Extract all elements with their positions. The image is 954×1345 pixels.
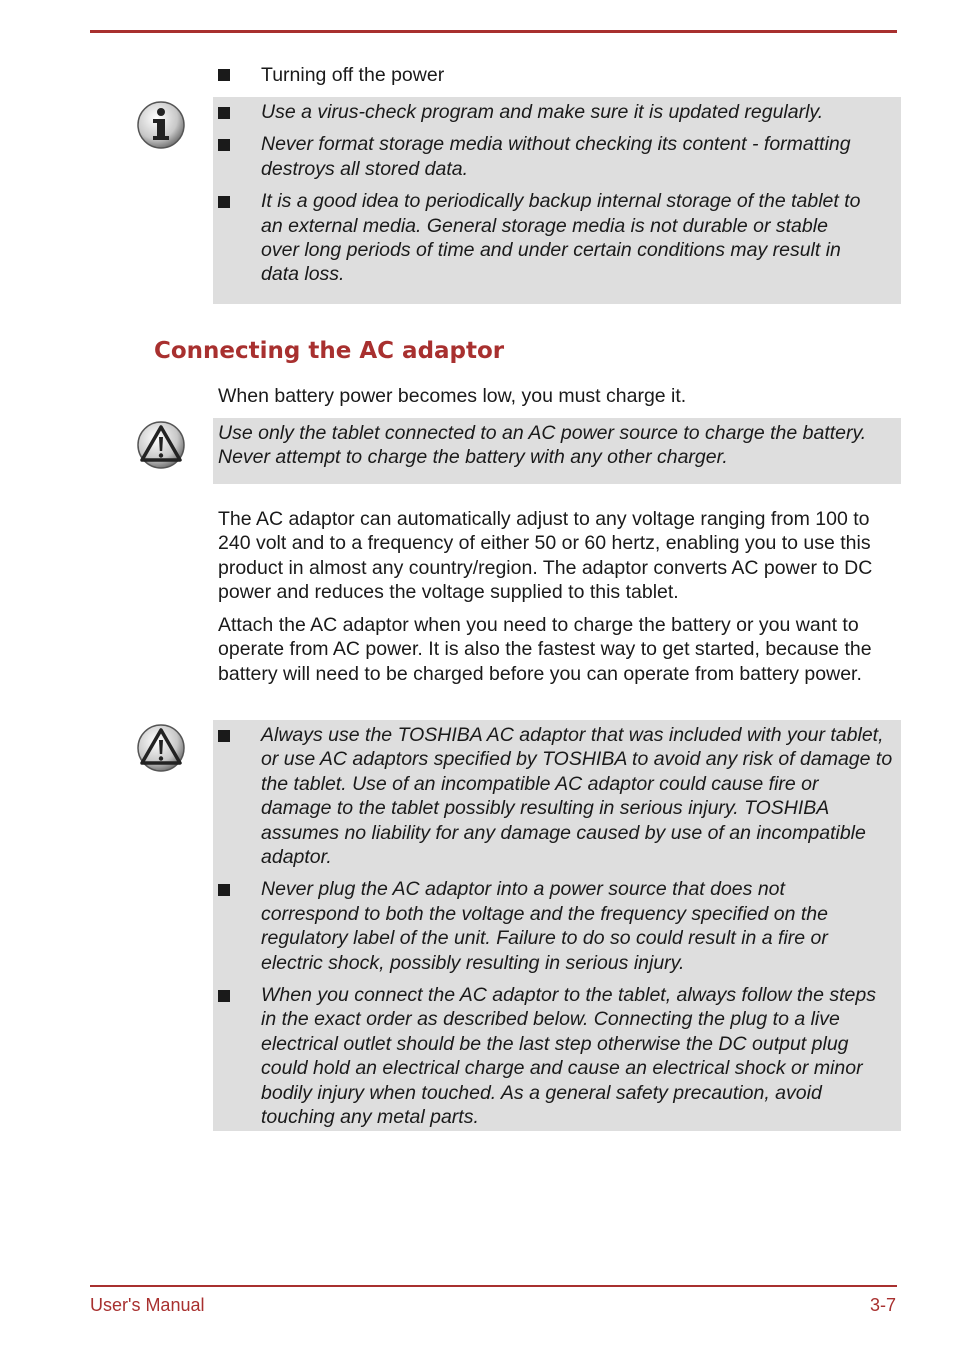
info-note-box xyxy=(213,97,901,304)
bullet-square xyxy=(218,884,230,896)
footer-manual-title: User's Manual xyxy=(90,1295,205,1315)
note-item xyxy=(213,723,893,869)
bullet-text: Turning off the power xyxy=(261,64,445,86)
bullet-square xyxy=(218,107,230,119)
note-item-text: Never plug the AC adaptor into a power source that does not correspond to both the voltage and the frequency specified on the regulatory label of the unit. Failure to do so could result in a fire or electric shock, possibly resulting in serious injury. xyxy=(261,878,828,974)
warning-icon xyxy=(136,420,186,470)
bullet-square xyxy=(218,69,230,81)
body-paragraph: Attach the AC adaptor when you need to charge the battery or you want to operate from AC power. It is also the fastest way to get started, because the battery will need to be charged before you can operate from battery power. xyxy=(218,614,872,685)
section-title: Connecting the AC adaptor xyxy=(154,338,505,364)
bullet-square xyxy=(218,196,230,208)
info-icon xyxy=(136,100,186,150)
note-item-text: Always use the TOSHIBA AC adaptor that was included with your tablet, or use AC adaptors specified by TOSHIBA to avoid any risk of damage to the tablet. Use of an incompatible AC adaptor could cause fire or damage to the tablet possibly resulting in serious injury. TOSHIBA assumes no liability for any damage caused by use of an incompatible adaptor. xyxy=(261,724,893,869)
bullet-square xyxy=(218,139,230,151)
warning-note-box xyxy=(213,418,901,484)
note-item xyxy=(213,189,861,287)
footer-page-number: 3-7 xyxy=(869,1295,896,1315)
bullet-square xyxy=(218,730,230,742)
note-item xyxy=(213,877,861,975)
note-item xyxy=(213,132,861,181)
note-item xyxy=(213,983,891,1129)
note-item-text: When you connect the AC adaptor to the tablet, always follow the steps in the exact order as described below. Connecting the plug to a live electrical outlet should be the last step otherwise the DC output plug could hold an electrical charge and cause an electrical shock or minor bodily injury when touched. As a general safety precaution, avoid touching any metal parts. xyxy=(261,984,876,1129)
note-item-text: Use a virus-check program and make sure it is updated regularly. xyxy=(261,101,824,123)
warning-list-box xyxy=(213,720,901,1131)
note-item-text: Never format storage media without checking its content - formatting destroys all stored data. xyxy=(261,133,851,180)
warning-icon xyxy=(136,723,186,773)
note-item xyxy=(213,100,861,124)
warning-text: Use only the tablet connected to an AC power source to charge the battery. Never attempt to charge the battery with any other charger. xyxy=(218,422,867,469)
note-item-text: It is a good idea to periodically backup internal storage of the tablet to an external media. General storage media is not durable or stable over long periods of time and under certain conditions may result in data loss. xyxy=(261,190,861,286)
footer-rule xyxy=(90,1285,897,1287)
intro-paragraph: When battery power becomes low, you must charge it. xyxy=(218,385,687,407)
header-rule xyxy=(90,30,897,33)
bullet-square xyxy=(218,990,230,1002)
body-paragraph: The AC adaptor can automatically adjust to any voltage ranging from 100 to 240 volt and to a frequency of either 50 or 60 hertz, enabling you to use this product in almost any country/region. The adaptor converts AC power to DC power and reduces the voltage supplied to this tablet. xyxy=(218,508,873,604)
